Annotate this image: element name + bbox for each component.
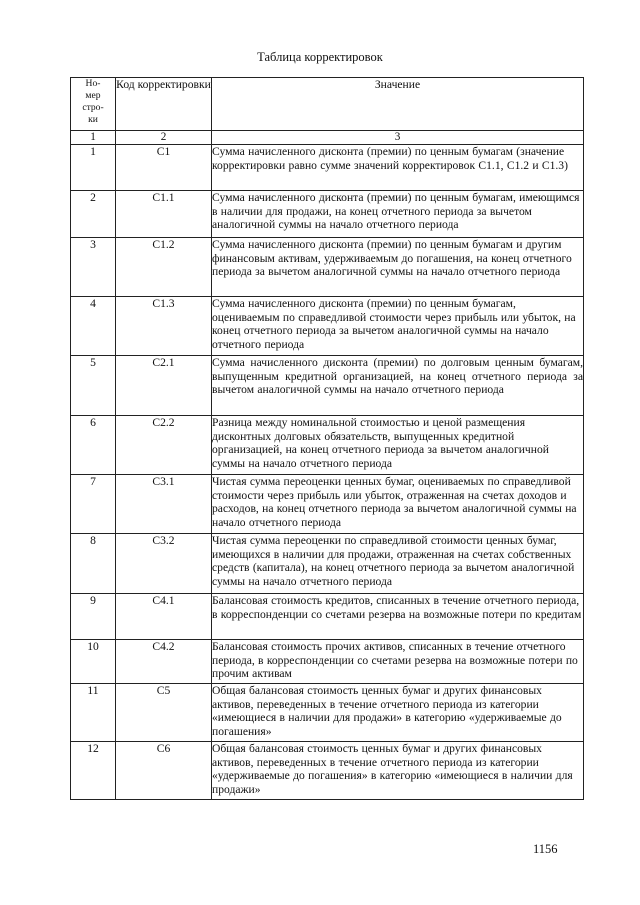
correction-value: Сумма начисленного дисконта (премии) по ценным бумагам, оцениваемым по справедливой стоимости через прибыль или убыток, на конец отчетного периода за вычетом аналогичной суммы на начало отчетного периода xyxy=(212,297,584,356)
row-number: 7 xyxy=(71,475,116,534)
correction-value: Сумма начисленного дисконта (премии) по ценным бумагам и другим финансовым активам, удерживаемым до погашения, на конец отчетного периода за вычетом аналогичной суммы на начало отчетного периода xyxy=(212,238,584,297)
correction-value: Общая балансовая стоимость ценных бумаг и других финансовых активов, переведенных в течение отчетного периода из категории «имеющиеся в наличии для продажи» в категорию «удерживаемые до погашения» xyxy=(212,684,584,742)
correction-code: C6 xyxy=(116,742,212,800)
row-number: 2 xyxy=(71,191,116,238)
table-row xyxy=(71,356,584,416)
table-row xyxy=(71,297,584,356)
row-number: 10 xyxy=(71,640,116,684)
correction-value: Чистая сумма переоценки ценных бумаг, оцениваемых по справедливой стоимости через прибыль или убыток, отраженная на счетах доходов и расходов, на конец отчетного периода за вычетом аналогичной суммы на начало отчетного периода xyxy=(212,475,584,534)
correction-value: Разница между номинальной стоимостью и ценой размещения дисконтных долговых обязательств, выпущенных кредитной организацией, на конец отчетного периода за вычетом аналогичной суммы на начало отчетного периода xyxy=(212,416,584,475)
column-index-row xyxy=(71,131,584,145)
column-index: 3 xyxy=(212,131,584,145)
row-number: 1 xyxy=(71,145,116,191)
table-row xyxy=(71,145,584,191)
row-number: 4 xyxy=(71,297,116,356)
table-row xyxy=(71,594,584,640)
correction-code: C1.3 xyxy=(116,297,212,356)
page-title: Таблица корректировок xyxy=(257,50,383,64)
correction-value: Сумма начисленного дисконта (премии) по долговым ценным бумагам, выпущенным кредитной организацией, на конец отчетного периода за вычетом аналогичной суммы на начало отчетного периода xyxy=(212,356,584,416)
header-row-number-line: Но- xyxy=(85,78,101,89)
row-number: 3 xyxy=(71,238,116,297)
header-row-number-line: стро- xyxy=(82,102,104,113)
column-index: 2 xyxy=(116,131,212,145)
table-row xyxy=(71,191,584,238)
header-row-number-line: ки xyxy=(88,114,98,125)
row-number: 12 xyxy=(71,742,116,800)
correction-code: C4.1 xyxy=(116,594,212,640)
correction-value: Чистая сумма переоценки по справедливой стоимости ценных бумаг, имеющихся в наличии для продажи, отраженная на счетах собственных средств (капитала), на конец отчетного периода за вычетом аналогичной суммы на начало отчетного периода xyxy=(212,534,584,594)
row-number: 11 xyxy=(71,684,116,742)
table-body xyxy=(71,145,584,800)
correction-code: C5 xyxy=(116,684,212,742)
table-row xyxy=(71,742,584,800)
correction-code: C1.2 xyxy=(116,238,212,297)
header-row-number-line: мер xyxy=(85,90,101,101)
correction-value: Общая балансовая стоимость ценных бумаг и других финансовых активов, переведенных в течение отчетного периода из категории «удерживаемые до погашения» в категорию «имеющиеся в наличии для продажи» xyxy=(212,742,584,800)
table-row xyxy=(71,534,584,594)
row-number: 6 xyxy=(71,416,116,475)
page-number: 1156 xyxy=(533,842,558,856)
header-correction-code: Код корректировки xyxy=(116,78,212,131)
correction-value: Сумма начисленного дисконта (премии) по ценным бумагам (значение корректировки равно сумме значений корректировок C1.1, C1.2 и C1.3) xyxy=(212,145,584,191)
correction-code: C1.1 xyxy=(116,191,212,238)
table-row xyxy=(71,416,584,475)
table-row xyxy=(71,475,584,534)
row-number: 8 xyxy=(71,534,116,594)
corrections-table xyxy=(70,77,584,800)
correction-value: Сумма начисленного дисконта (премии) по ценным бумагам, имеющимся в наличии для продажи, на конец отчетного периода за вычетом аналогичной суммы на начало отчетного периода xyxy=(212,191,584,238)
correction-code: C3.2 xyxy=(116,534,212,594)
header-row-number xyxy=(71,78,116,131)
correction-code: C1 xyxy=(116,145,212,191)
correction-value: Балансовая стоимость кредитов, списанных в течение отчетного периода, в корреспонденции со счетами резерва на возможные потери по кредитам xyxy=(212,594,584,640)
table-header-row xyxy=(71,78,584,131)
correction-code: C3.1 xyxy=(116,475,212,534)
row-number: 5 xyxy=(71,356,116,416)
correction-code: C2.2 xyxy=(116,416,212,475)
table-row xyxy=(71,640,584,684)
correction-code: C2.1 xyxy=(116,356,212,416)
column-index: 1 xyxy=(71,131,116,145)
header-value: Значение xyxy=(212,78,584,131)
row-number: 9 xyxy=(71,594,116,640)
correction-value: Балансовая стоимость прочих активов, списанных в течение отчетного периода, в корреспонденции со счетами резерва на возможные потери по прочим активам xyxy=(212,640,584,684)
table-row xyxy=(71,238,584,297)
table-row xyxy=(71,684,584,742)
correction-code: C4.2 xyxy=(116,640,212,684)
